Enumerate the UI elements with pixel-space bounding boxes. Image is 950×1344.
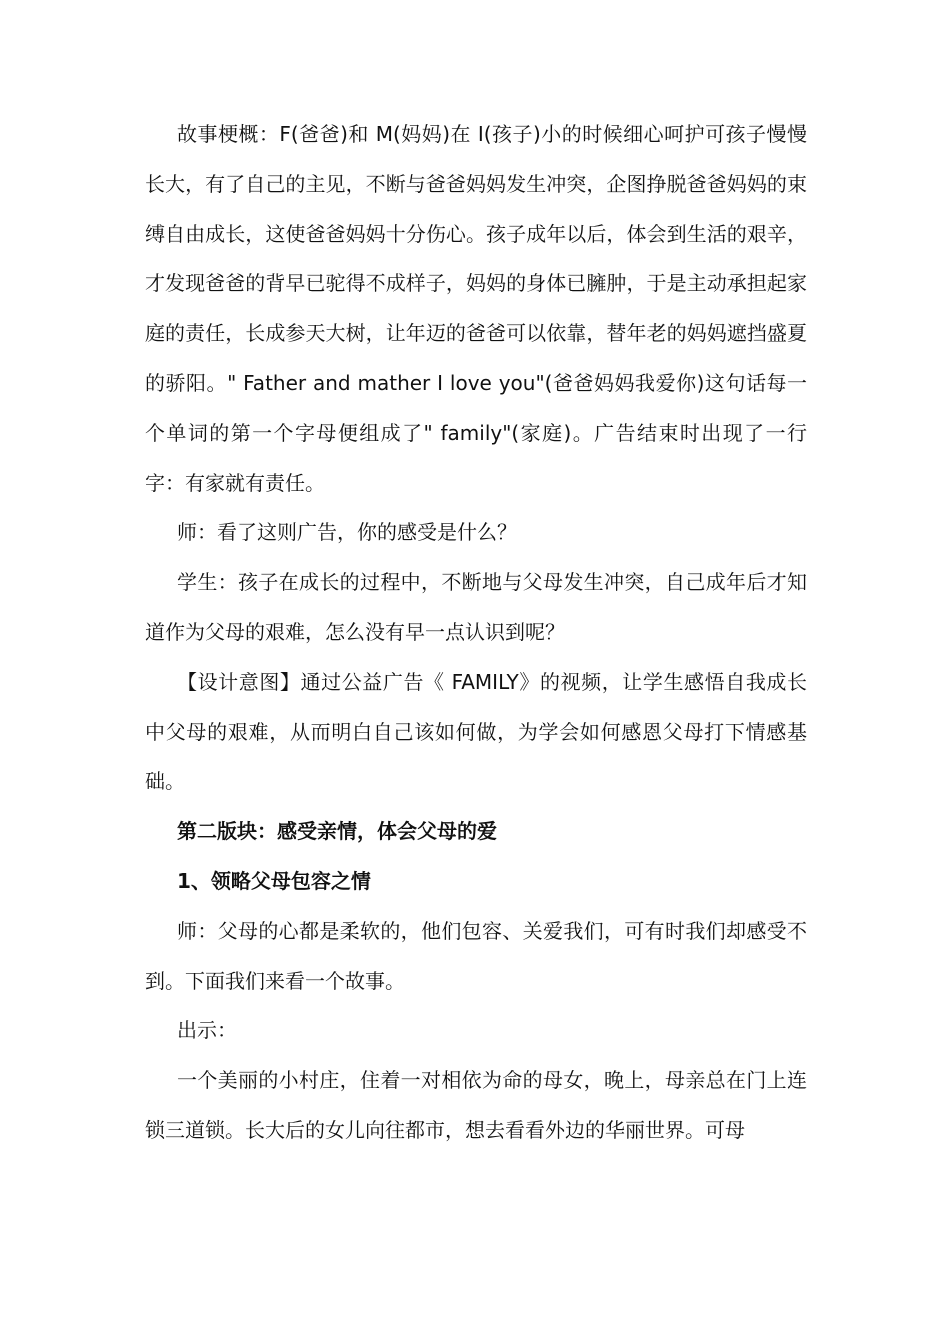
section-heading: 第二版块：感受亲情，体会父母的爱 [177, 819, 497, 844]
story-summary-paragraph: 故事梗概：F(爸爸)和 M(妈妈)在 I(孩子)小的时候细心呵护可孩子慢慢长大，有了自己的主见，不断与爸爸妈妈发生冲突，企图挣脱爸爸妈妈的束缚自由成长，这使爸爸妈妈十分伤心。孩子成年以后，体会到生活的艰辛，才发现爸爸的背早已驼得不成样子，妈妈的身体已臃肿，于是主动承担起家庭的责任，长成参天大树，让年迈的爸爸可以依靠，替年老的妈妈遮挡盛夏的骄阳。" Father and mather I love you"(爸爸妈妈我爱你)这句话每一个单词的第一个字母便组成了" family"(家庭)。广告结束时出现了一行字：有家就有责任。 [145, 122, 807, 495]
subsection-heading: 1、领略父母包容之情 [177, 868, 371, 893]
student-answer-paragraph: 学生：孩子在成长的过程中，不断地与父母发生冲突，自己成年后才知道作为父母的艰难，怎么没有早一点认识到呢？ [145, 570, 807, 644]
document-page [145, 110, 807, 1156]
teacher-question-paragraph: 师：看了这则广告，你的感受是什么？ [177, 520, 517, 545]
story-paragraph: 一个美丽的小村庄，住着一对相依为命的母女，晚上，母亲总在门上连锁三道锁。长大后的女儿向往都市，想去看看外边的华丽世界。可母 [145, 1068, 807, 1142]
show-label-paragraph: 出示： [177, 1018, 237, 1043]
design-intent-paragraph: 【设计意图】通过公益广告《 FAMILY》的视频，让学生感悟自我成长中父母的艰难，从而明白自己该如何做，为学会如何感恩父母打下情感基础。 [145, 669, 807, 794]
teacher-intro-paragraph: 师：父母的心都是柔软的，他们包容、关爱我们，可有时我们却感受不到。下面我们来看一个故事。 [145, 918, 807, 993]
